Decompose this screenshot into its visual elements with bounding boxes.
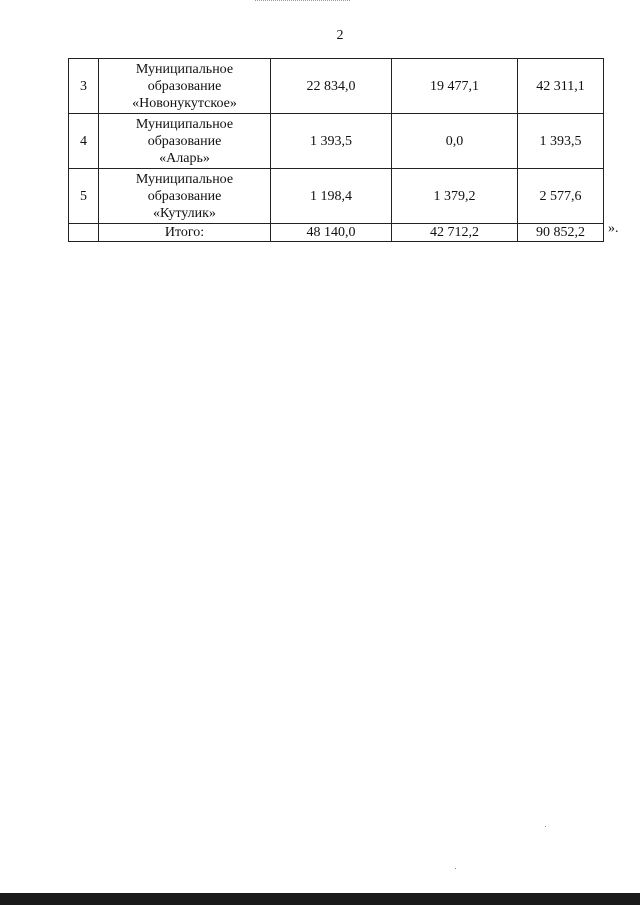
amount-cell-b: 0,0 (392, 114, 518, 169)
total-amount-cell-total: 90 852,2 (518, 224, 604, 242)
top-scan-mark (255, 0, 350, 4)
amount-cell-total: 42 311,1 (518, 59, 604, 114)
row-number-cell: 5 (69, 169, 99, 224)
total-row (69, 224, 604, 242)
name-line: Муниципальное (135, 171, 234, 187)
funding-table (68, 58, 604, 242)
name-line: «Аларь» (159, 150, 210, 166)
total-amount-cell-a: 48 140,0 (271, 224, 392, 242)
amount-cell-total: 1 393,5 (518, 114, 604, 169)
closing-quote: ». (608, 221, 619, 236)
name-line: образование (147, 133, 222, 149)
name-line: «Новонукутское» (132, 95, 237, 111)
amount-cell-b: 19 477,1 (392, 59, 518, 114)
row-number-cell: 3 (69, 59, 99, 114)
municipality-name-cell (99, 169, 271, 224)
total-label-cell: Итого: (99, 224, 271, 242)
amount-cell-a: 22 834,0 (271, 59, 392, 114)
table-row (69, 114, 604, 169)
amount-cell-a: 1 393,5 (271, 114, 392, 169)
row-number-cell: 4 (69, 114, 99, 169)
name-line: «Кутулик» (153, 205, 216, 221)
scan-speck (545, 826, 546, 827)
scan-speck (455, 868, 456, 869)
amount-cell-b: 1 379,2 (392, 169, 518, 224)
empty-number-cell (69, 224, 99, 242)
name-line: образование (147, 78, 222, 94)
municipality-name-cell (99, 59, 271, 114)
amount-cell-total: 2 577,6 (518, 169, 604, 224)
amount-cell-a: 1 198,4 (271, 169, 392, 224)
name-line: Муниципальное (135, 116, 234, 132)
page-number: 2 (336, 28, 344, 43)
name-line: образование (147, 188, 222, 204)
total-amount-cell-b: 42 712,2 (392, 224, 518, 242)
table-row (69, 59, 604, 114)
municipality-name-cell (99, 114, 271, 169)
name-line: Муниципальное (135, 61, 234, 77)
table-row (69, 169, 604, 224)
scan-bottom-edge (0, 893, 640, 905)
